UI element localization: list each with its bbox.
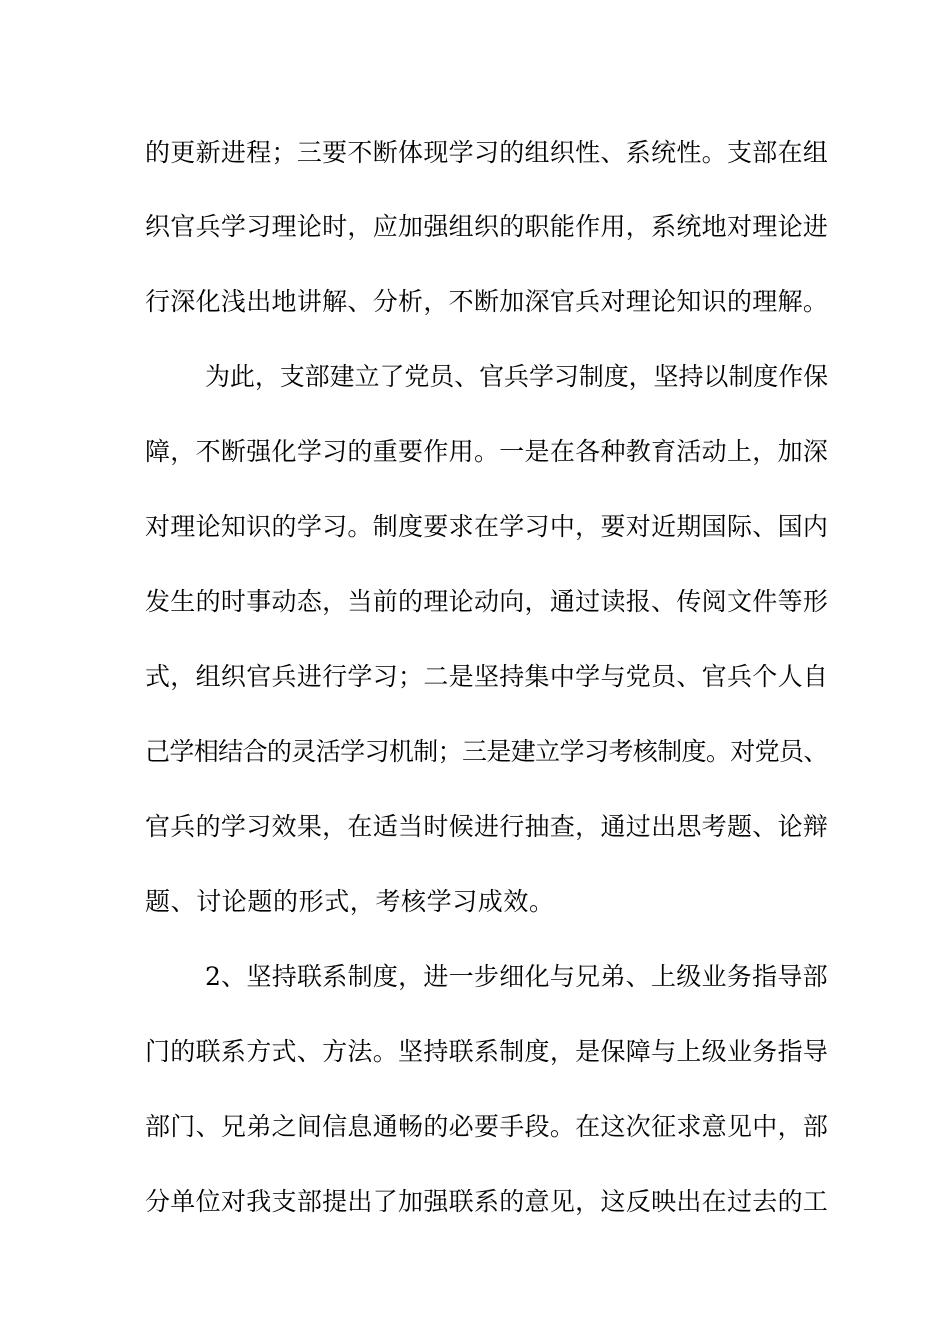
text-line: 分单位对我支部提出了加强联系的意见，这反映出在过去的工: [145, 1187, 829, 1216]
paragraph-first-line: 2、坚持联系制度，进一步细化与兄弟、上级业务指导部: [205, 962, 828, 991]
text-line: 门的联系方式、方法。坚持联系制度，是保障与上级业务指导: [145, 1037, 829, 1066]
text-line: 发生的时事动态，当前的理论动向，通过读报、传阅文件等形: [145, 587, 829, 616]
text-line: 对理论知识的学习。制度要求在学习中，要对近期国际、国内: [145, 512, 829, 541]
text-line: 障，不断强化学习的重要作用。一是在各种教育活动上，加深: [145, 437, 829, 466]
text-line: 己学相结合的灵活学习机制；三是建立学习考核制度。对党员、: [145, 737, 828, 766]
text-line: 部门、兄弟之间信息通畅的必要手段。在这次征求意见中，部: [145, 1112, 829, 1141]
text-line: 行深化浅出地讲解、分析，不断加深官兵对理论知识的理解。: [145, 287, 829, 316]
text-line: 题、讨论题的形式，考核学习成效。: [145, 887, 555, 916]
paragraph-first-line: 为此，支部建立了党员、官兵学习制度，坚持以制度作保: [205, 362, 829, 391]
text-line: 官兵的学习效果，在适当时候进行抽查，通过出思考题、论辩: [145, 812, 829, 841]
text-line: 的更新进程；三要不断体现学习的组织性、系统性。支部在组: [145, 138, 829, 167]
text-line: 织官兵学习理论时，应加强组织的职能作用，系统地对理论进: [145, 212, 829, 241]
text-line: 式，组织官兵进行学习；二是坚持集中学与党员、官兵个人自: [145, 662, 829, 691]
